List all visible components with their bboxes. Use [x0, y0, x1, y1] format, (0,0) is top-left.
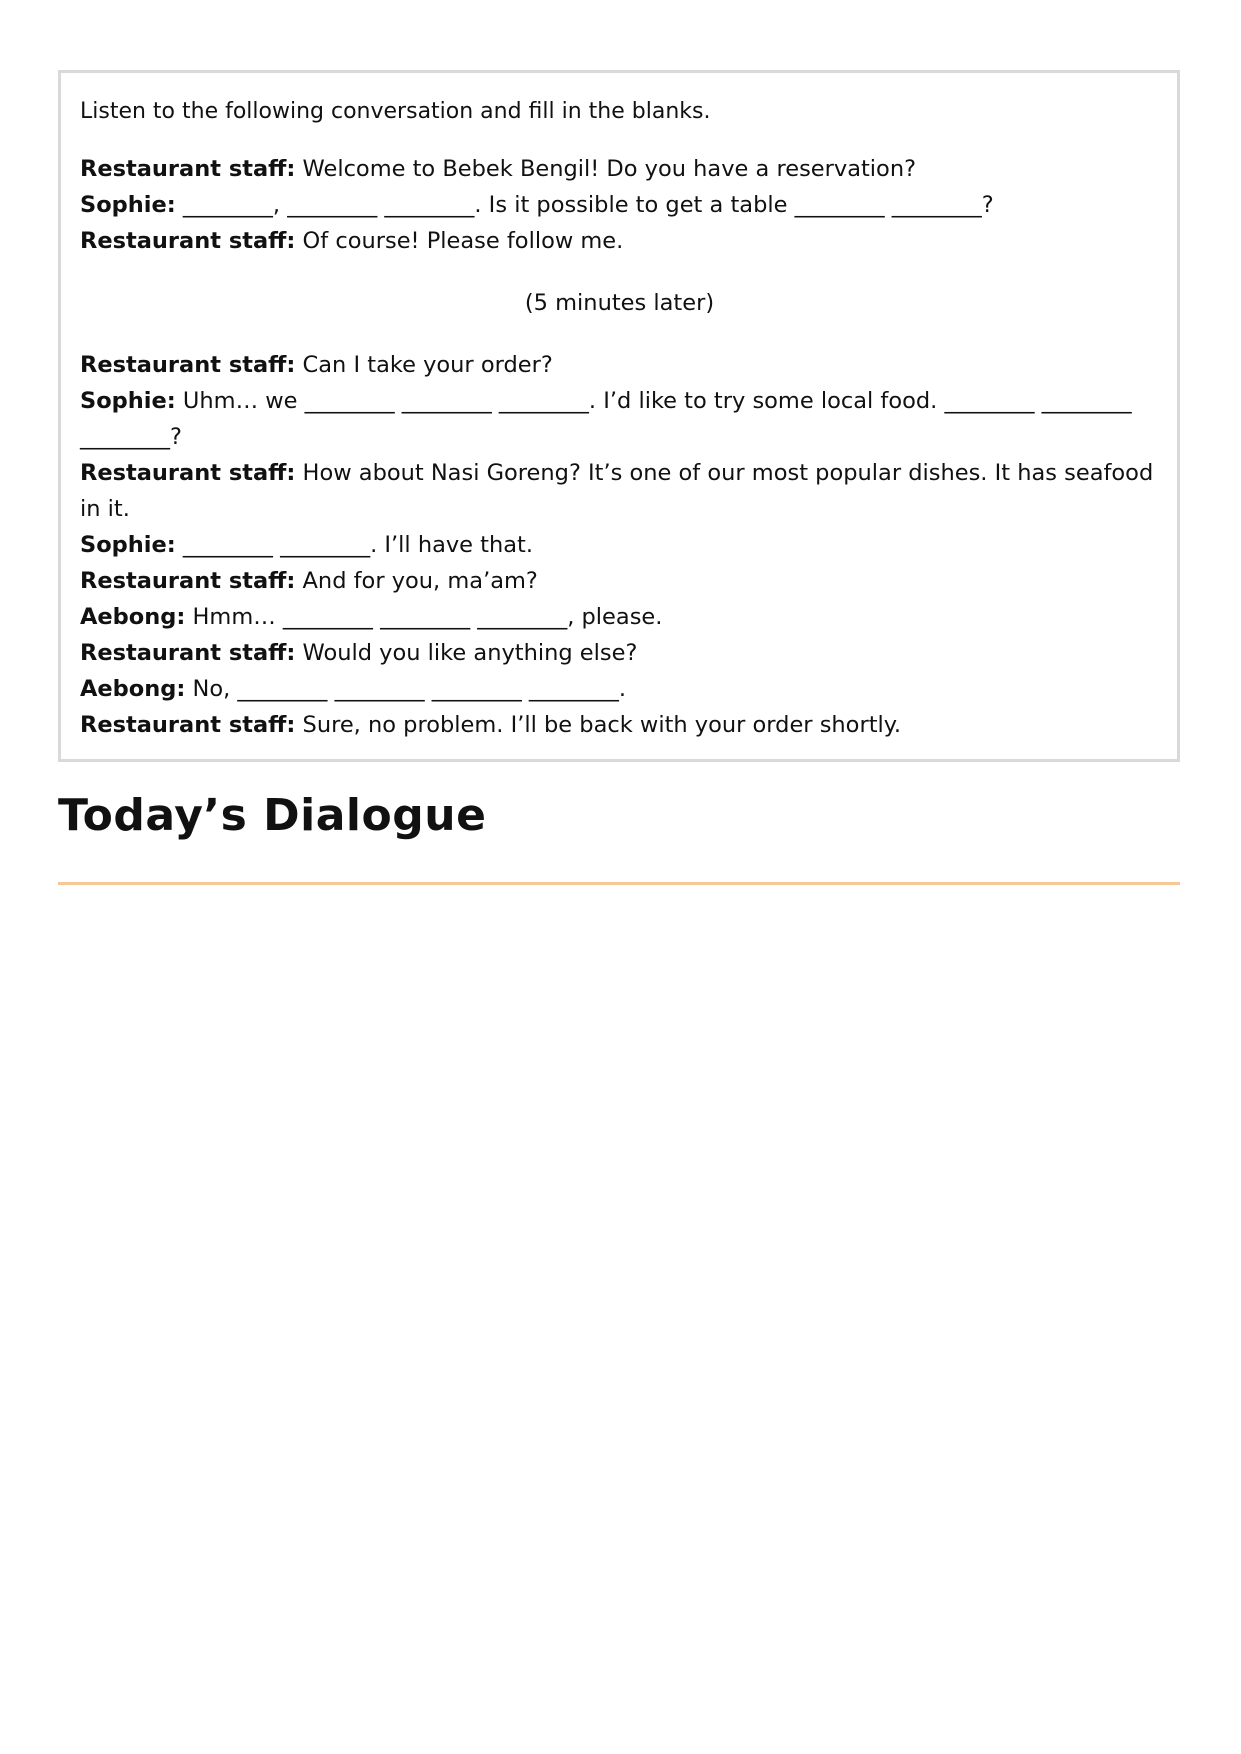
dialogue-line	[80, 599, 1159, 635]
dialogue-text: And for you, ma’am?	[295, 568, 538, 594]
dialogue-line	[80, 347, 1159, 383]
speaker-label: Sophie:	[80, 388, 176, 414]
dialogue-line	[80, 563, 1159, 599]
dialogue-text: Can I take your order?	[295, 352, 553, 378]
speaker-label: Restaurant staff:	[80, 352, 296, 378]
speaker-label: Aebong:	[80, 604, 186, 630]
speaker-label: Restaurant staff:	[80, 156, 296, 182]
dialogue-line	[80, 151, 1159, 187]
speaker-label: Restaurant staff:	[80, 712, 296, 738]
dialogue-line	[80, 187, 1159, 223]
speaker-label: Restaurant staff:	[80, 228, 296, 254]
dialogue-text: How about Nasi Goreng? It’s one of our most popular dishes. It has seafood in it.	[80, 460, 1154, 522]
dialogue-text: Uhm… we ________ ________ ________. I’d like to try some local food. ________ ________ ________?	[80, 388, 1132, 450]
speaker-label: Restaurant staff:	[80, 460, 296, 486]
dialogue-line	[80, 707, 1159, 743]
dialogue-text: Sure, no problem. I’ll be back with your order shortly.	[295, 712, 902, 738]
dialogue-text: ________, ________ ________. Is it possible to get a table ________ ________?	[175, 192, 994, 218]
section-title: Today’s Dialogue	[58, 790, 487, 841]
dialogue-line	[80, 635, 1159, 671]
time-skip-note: (5 minutes later)	[524, 290, 715, 316]
exercise-instruction: Listen to the following conversation and fill in the blanks.	[80, 99, 711, 124]
speaker-label: Aebong:	[80, 676, 186, 702]
dialogue-line	[80, 527, 1159, 563]
dialogue-line	[80, 383, 1159, 455]
dialogue-text: Of course! Please follow me.	[295, 228, 624, 254]
title-divider	[58, 882, 1180, 885]
speaker-label: Sophie:	[80, 192, 176, 218]
exercise-box	[58, 70, 1180, 762]
dialogue-text: No, ________ ________ ________ ________.	[185, 676, 627, 702]
speaker-label: Restaurant staff:	[80, 640, 296, 666]
speaker-label: Sophie:	[80, 532, 176, 558]
dialogue-text: Would you like anything else?	[295, 640, 638, 666]
speaker-label: Restaurant staff:	[80, 568, 296, 594]
dialogue-line	[80, 223, 1159, 259]
dialogue-text: Welcome to Bebek Bengil! Do you have a reservation?	[295, 156, 917, 182]
dialogue-text: Hmm… ________ ________ ________, please.	[185, 604, 663, 630]
dialogue-line	[80, 455, 1159, 527]
dialogue-text: ________ ________. I’ll have that.	[175, 532, 534, 558]
dialogue-line	[80, 671, 1159, 707]
